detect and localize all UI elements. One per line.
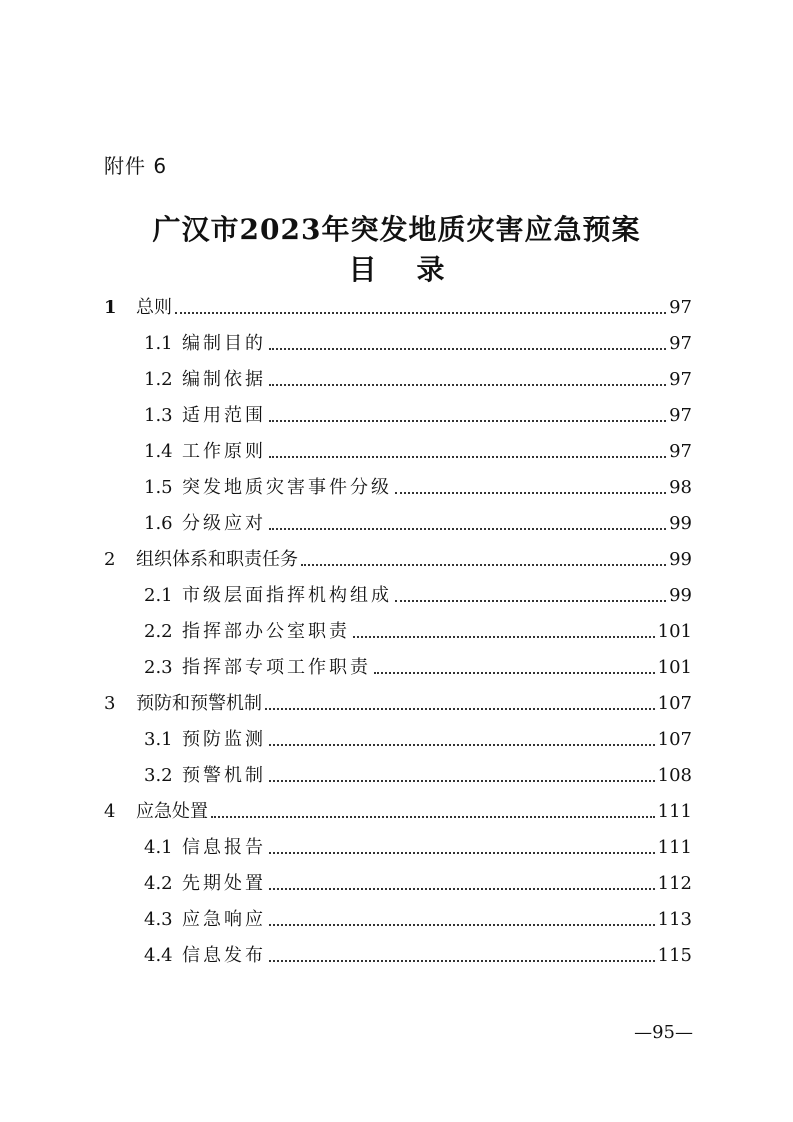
toc-heading [0,252,793,288]
toc-entry [104,830,692,860]
toc-dot-leader [395,491,666,494]
toc-dot-leader [265,707,655,710]
toc-dot-leader [395,599,666,602]
toc-dot-leader [374,671,655,674]
toc-entry [104,578,692,608]
toc-entry-number: 1.2 [144,369,173,390]
toc-entry-page: 98 [669,477,692,498]
toc-entry [104,722,692,752]
toc-entry-page: 97 [669,441,692,462]
toc-heading-char-1: 目 [348,253,377,286]
toc-entry-label: 市级层面指挥机构组成 [182,585,392,606]
toc-entry-page: 97 [669,405,692,426]
toc-entry-page: 115 [657,945,692,966]
toc-entry-label: 总则 [136,297,172,318]
toc-entry-page: 113 [657,909,692,930]
toc-entry-number: 4.4 [144,945,173,966]
toc-entry [104,506,692,536]
toc-entry-page: 101 [657,621,692,642]
toc-entry-label: 适用范围 [182,405,266,426]
toc-entry [104,398,692,428]
toc-dot-leader [269,779,655,782]
toc-entry [104,326,692,356]
toc-entry-page: 97 [669,369,692,390]
toc-entry-page: 111 [657,801,692,822]
toc-dot-leader [269,851,655,854]
toc-entry-label: 预防和预警机制 [136,693,262,714]
toc-dot-leader [353,635,655,638]
toc-entry-page: 97 [669,333,692,354]
toc-entry-number: 1.4 [144,441,173,462]
toc-entry-label: 应急处置 [136,801,208,822]
toc-entry-page: 112 [657,873,692,894]
toc-entry-number: 2.3 [144,657,173,678]
toc-entry-number: 3 [104,693,116,714]
toc-entry-page: 99 [669,513,692,534]
toc-entry-number: 3.2 [144,765,173,786]
toc-entry [104,434,692,464]
toc-entry-label: 预防监测 [182,729,266,750]
toc-heading-char-2: 录 [416,253,445,286]
toc-entry-label: 编制目的 [182,333,266,354]
toc-dot-leader [269,923,655,926]
toc-dot-leader [269,887,655,890]
toc-entry-number: 1 [104,297,117,318]
toc-entry-number: 1.6 [144,513,173,534]
toc-entry-number: 1.3 [144,405,173,426]
toc-entry-number: 4.1 [144,837,173,858]
toc-entry-page: 107 [657,729,692,750]
toc-entry [104,650,692,680]
toc-entry-label: 组织体系和职责任务 [136,549,298,570]
toc-entry-label: 工作原则 [182,441,266,462]
toc-entry-label: 编制依据 [182,369,266,390]
toc-entry-number: 1.5 [144,477,173,498]
toc-entry-page: 101 [657,657,692,678]
toc-entry-page: 108 [657,765,692,786]
toc-dot-leader [269,527,666,530]
toc-entry [104,758,692,788]
toc-entry-page: 99 [669,585,692,606]
attachment-label: 附件 6 [104,154,168,178]
toc-entry-page: 107 [657,693,692,714]
toc-entry [104,938,692,968]
document-title: 广汉市2023年突发地质灾害应急预案 [152,213,641,246]
toc-entry-number: 2 [104,549,116,570]
toc-entry-page: 97 [669,297,692,318]
toc-entry [104,542,692,572]
page-number: —95— [634,1022,693,1043]
toc-entry-label: 指挥部办公室职责 [182,621,350,642]
toc-entry [104,362,692,392]
toc-entry [104,614,692,644]
toc-entry-label: 预警机制 [182,765,266,786]
toc-entry-number: 2.2 [144,621,173,642]
toc-entry-page: 99 [669,549,692,570]
toc-entry-page: 111 [657,837,692,858]
toc-dot-leader [211,815,655,818]
toc-entry [104,794,692,824]
toc-entry-label: 信息发布 [182,945,266,966]
toc-entry-label: 先期处置 [182,873,266,894]
toc-entry [104,866,692,896]
toc-dot-leader [269,383,666,386]
toc-entry [104,290,692,320]
toc-entry [104,686,692,716]
toc-entry-label: 应急响应 [182,909,266,930]
toc-dot-leader [301,563,666,566]
toc-dot-leader [269,455,666,458]
toc-entry [104,902,692,932]
toc-entry-number: 4.3 [144,909,173,930]
toc-entry-number: 1.1 [144,333,173,354]
toc-entry-label: 指挥部专项工作职责 [182,657,371,678]
toc-entry-number: 4.2 [144,873,173,894]
toc-dot-leader [269,743,655,746]
toc-dot-leader [269,959,655,962]
toc-entry [104,470,692,500]
toc-dot-leader [269,419,666,422]
toc-dot-leader [175,311,666,314]
toc-entry-number: 3.1 [144,729,173,750]
toc-entry-label: 突发地质灾害事件分级 [182,477,392,498]
toc-entry-number: 2.1 [144,585,173,606]
toc-dot-leader [269,347,666,350]
toc-entry-number: 4 [104,801,116,822]
toc-entry-label: 分级应对 [182,513,266,534]
toc-entry-label: 信息报告 [182,837,266,858]
